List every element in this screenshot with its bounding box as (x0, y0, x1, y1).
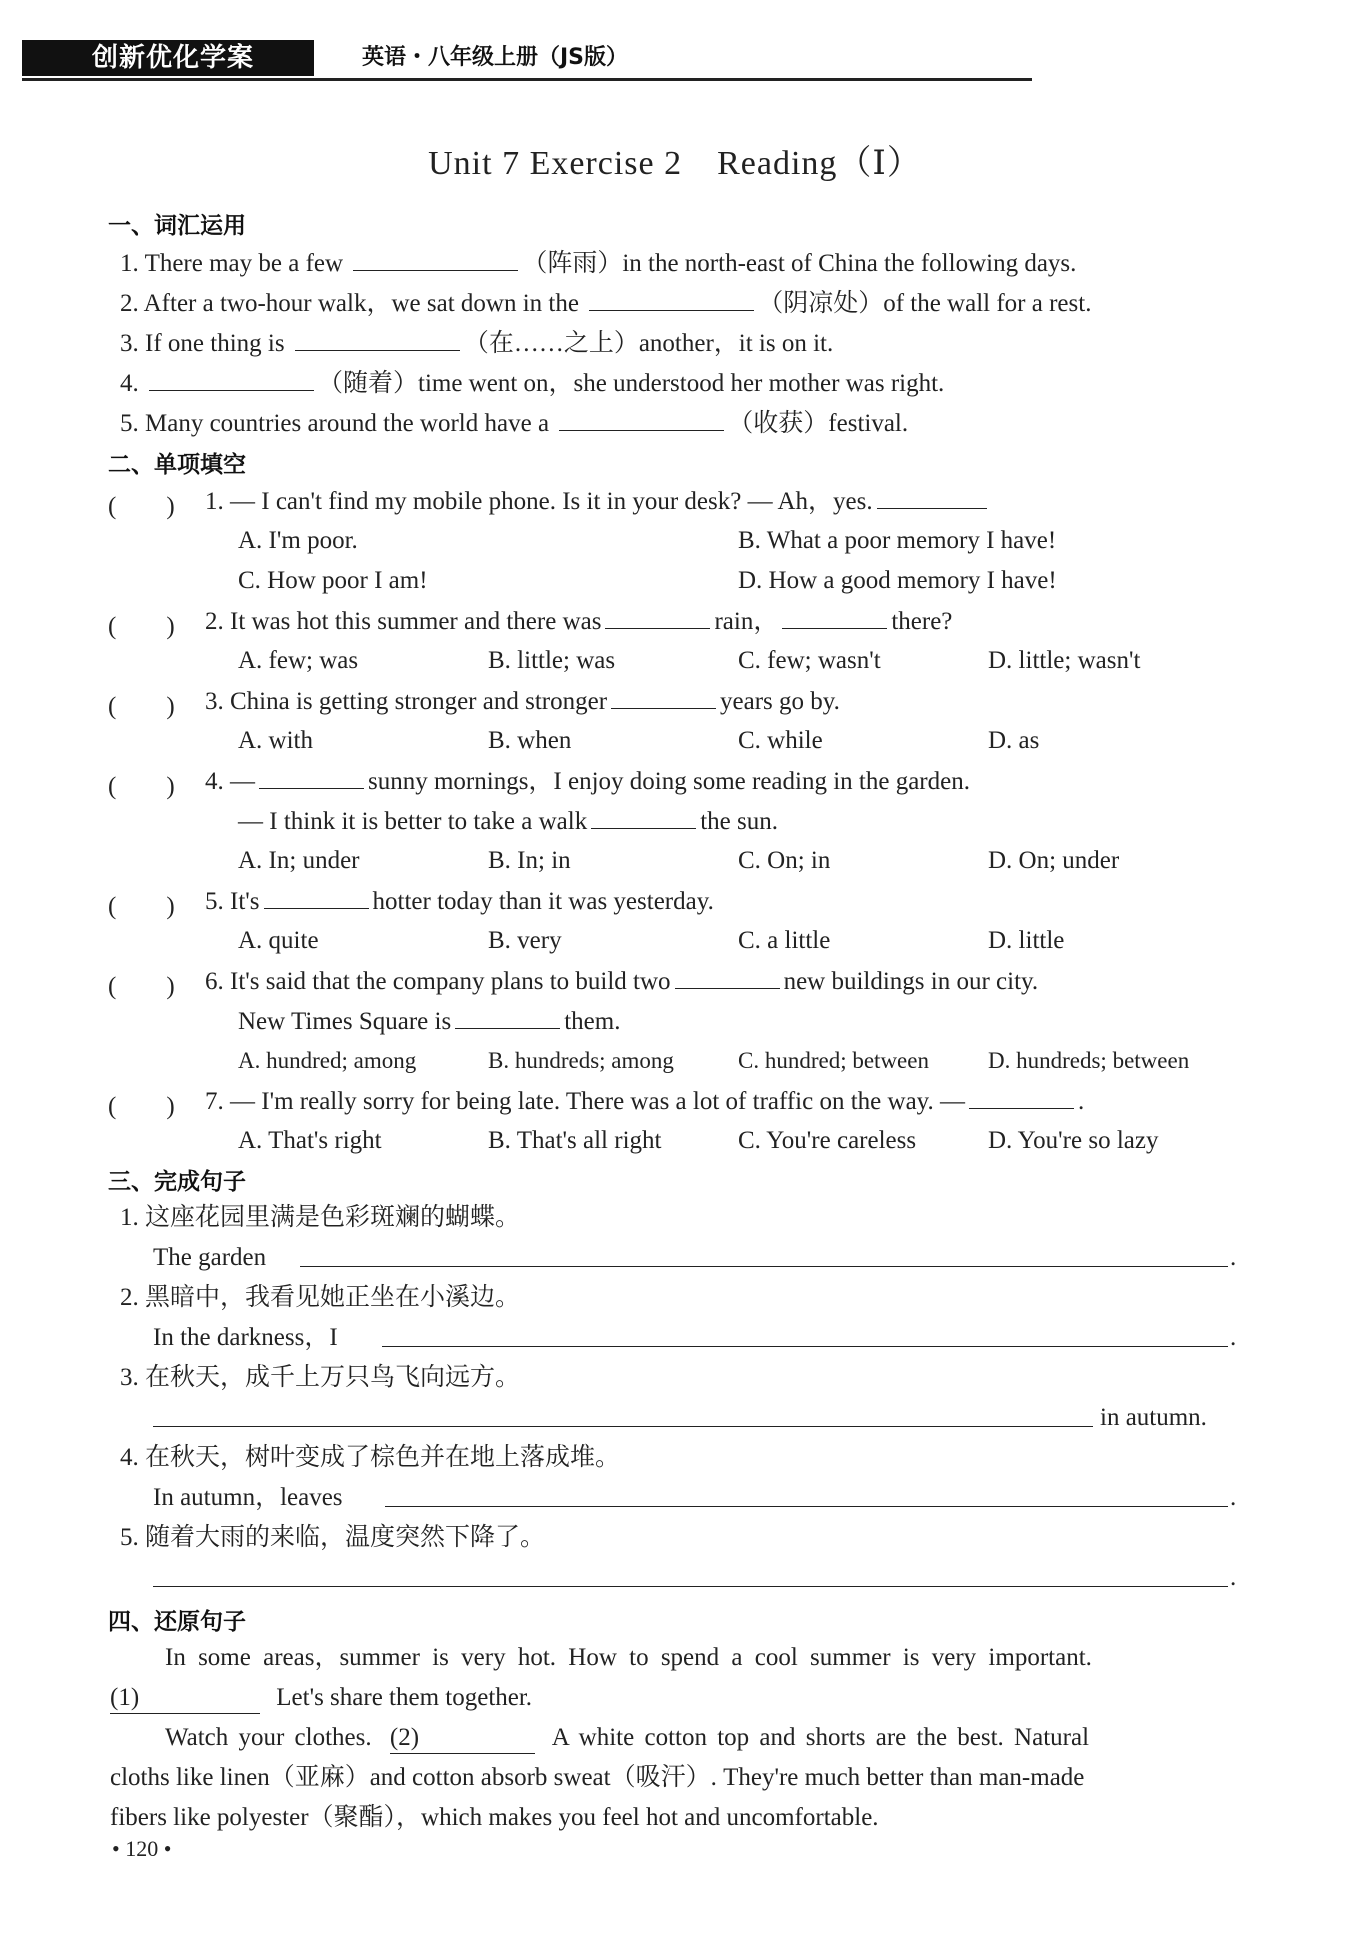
translate-item-3-prompt: 3. 在秋天，成千上万只鸟飞向远方。 (120, 1364, 521, 1391)
line-end: . (1230, 1324, 1237, 1351)
item-text: （阴凉处）of the wall for a rest. (758, 290, 1092, 317)
answer-bracket[interactable]: ( ) (108, 613, 175, 640)
option[interactable]: C. few; wasn't (738, 647, 881, 674)
option[interactable]: A. In; under (238, 847, 360, 874)
answer-bracket[interactable]: ( ) (108, 693, 175, 720)
translate-item-5-prompt: 5. 随着大雨的来临，温度突然下降了。 (120, 1524, 546, 1551)
option[interactable]: C. a little (738, 927, 831, 954)
subject-label: 英语・八年级上册（JS版） (362, 45, 629, 70)
answer-blank[interactable] (455, 1006, 560, 1029)
question-6-stem: 6. It's said that the company plans to build two new buildings in our city. (205, 968, 1039, 995)
answer-blank[interactable] (782, 606, 887, 629)
vocab-item-5 (120, 408, 908, 439)
item-number: 1. (120, 250, 139, 277)
translate-item-4-answer: In autumn，leaves (153, 1484, 343, 1511)
line-end: . (1230, 1564, 1237, 1591)
item-number: 3. (120, 330, 139, 357)
option[interactable]: D. hundreds; between (988, 1048, 1190, 1073)
option[interactable]: C. hundred; between (738, 1048, 929, 1073)
option[interactable]: A. quite (238, 927, 319, 954)
passage-line-4: cloths like linen（亚麻）and cotton absorb sweat（吸汗）. They're much better than man-made (110, 1764, 1085, 1791)
answer-blank[interactable] (295, 328, 460, 351)
option[interactable]: D. little (988, 927, 1065, 954)
answer-bracket[interactable]: ( ) (108, 493, 175, 520)
line-end: . (1230, 1484, 1237, 1511)
option[interactable]: A. I'm poor. (238, 527, 358, 554)
answer-line[interactable] (153, 1586, 1228, 1587)
option[interactable]: B. In; in (488, 847, 571, 874)
translate-item-1-prompt: 1. 这座花园里满是色彩斑斓的蝴蝶。 (120, 1204, 521, 1231)
option[interactable]: B. very (488, 927, 562, 954)
answer-line[interactable] (385, 1506, 1228, 1507)
answer-bracket[interactable]: ( ) (108, 1093, 175, 1120)
item-text: （阵雨）in the north-east of China the following days. (522, 250, 1077, 277)
answer-blank[interactable] (559, 408, 724, 431)
question-1-stem: 1. — I can't find my mobile phone. Is it in your desk? — Ah，yes. (205, 486, 991, 517)
line-end: in autumn. (1100, 1404, 1207, 1431)
option[interactable]: B. little; was (488, 647, 616, 674)
option[interactable]: B. What a poor memory I have! (738, 527, 1057, 554)
translate-item-2-prompt: 2. 黑暗中，我看见她正坐在小溪边。 (120, 1284, 521, 1311)
answer-bracket[interactable]: ( ) (108, 973, 175, 1000)
item-text: （在……之上）another，it is on it. (463, 330, 834, 357)
answer-blank[interactable] (589, 288, 754, 311)
section1-heading: 一、词汇运用 (108, 213, 246, 239)
item-text: Many countries around the world have a (145, 410, 550, 437)
vocab-item-3 (120, 328, 833, 359)
answer-blank[interactable] (353, 248, 518, 271)
vocab-item-2 (120, 288, 1091, 319)
option[interactable]: A. with (238, 727, 313, 754)
question-2-stem: 2. It was hot this summer and there was rain， there? (205, 608, 953, 635)
option[interactable]: D. You're so lazy (988, 1127, 1159, 1154)
question-3-stem: 3. China is getting stronger and stronger years go by. (205, 688, 840, 715)
passage-line-2: (1) Let's share them together. (110, 1683, 532, 1714)
item-text: There may be a few (144, 250, 344, 277)
option[interactable]: B. hundreds; among (488, 1048, 674, 1073)
answer-blank[interactable] (675, 966, 780, 989)
answer-blank[interactable] (149, 368, 314, 391)
answer-blank[interactable] (877, 486, 987, 509)
question-5-stem: 5. It's hotter today than it was yesterday. (205, 888, 714, 915)
passage-line-1: In some areas，summer is very hot. How to spend a cool summer is very important. (165, 1644, 1092, 1671)
option[interactable]: D. How a good memory I have! (738, 567, 1057, 594)
header-rule (22, 78, 1032, 81)
option[interactable]: D. as (988, 727, 1040, 754)
page-number: • 120 • (112, 1836, 172, 1861)
answer-bracket[interactable]: ( ) (108, 893, 175, 920)
answer-blank[interactable] (611, 686, 716, 709)
option[interactable]: A. hundred; among (238, 1048, 417, 1073)
item-number: 5. (120, 410, 139, 437)
option[interactable]: C. How poor I am! (238, 567, 428, 594)
section4-heading: 四、还原句子 (108, 1609, 246, 1635)
option[interactable]: D. On; under (988, 847, 1120, 874)
brand-banner: 创新优化学案 (22, 40, 314, 76)
passage-line-5: fibers like polyester（聚酯），which makes you feel hot and uncomfortable. (110, 1804, 879, 1831)
question-7-stem: 7. — I'm really sorry for being late. There was a lot of traffic on the way. — . (205, 1088, 1085, 1115)
answer-blank[interactable] (264, 886, 369, 909)
option[interactable]: C. while (738, 727, 823, 754)
item-text: After a two-hour walk，we sat down in the (143, 290, 579, 317)
line-end: . (1230, 1244, 1237, 1271)
section2-heading: 二、单项填空 (108, 452, 246, 478)
answer-blank[interactable] (259, 766, 364, 789)
question-4-reply: — I think it is better to take a walk the sun. (238, 808, 778, 835)
translate-item-1-answer: The garden (153, 1244, 267, 1271)
option[interactable]: C. You're careless (738, 1127, 917, 1154)
option[interactable]: B. when (488, 727, 572, 754)
answer-blank[interactable] (969, 1086, 1074, 1109)
option[interactable]: B. That's all right (488, 1127, 662, 1154)
section3-heading: 三、完成句子 (108, 1169, 246, 1195)
item-number: 4. (120, 370, 139, 397)
item-text: （收获）festival. (728, 410, 909, 437)
answer-blank[interactable] (605, 606, 710, 629)
answer-line[interactable] (153, 1426, 1093, 1427)
answer-blank[interactable] (591, 806, 696, 829)
vocab-item-1 (120, 248, 1076, 279)
translate-item-4-prompt: 4. 在秋天，树叶变成了棕色并在地上落成堆。 (120, 1444, 621, 1471)
option[interactable]: C. On; in (738, 847, 831, 874)
answer-bracket[interactable]: ( ) (108, 773, 175, 800)
option[interactable]: A. That's right (238, 1127, 382, 1154)
item-text: If one thing is (145, 330, 285, 357)
answer-line[interactable] (300, 1266, 1228, 1267)
answer-blank-2[interactable]: (2) (390, 1723, 535, 1754)
item-text: （随着）time went on，she understood her mother was right. (318, 370, 945, 397)
question-6-line2: New Times Square is them. (238, 1008, 621, 1035)
vocab-item-4 (120, 368, 944, 399)
answer-blank-1[interactable]: (1) (110, 1683, 260, 1714)
answer-line[interactable] (382, 1346, 1228, 1347)
page-title: Unit 7 Exercise 2 Reading（Ⅰ） (428, 145, 922, 182)
question-4-stem: 4. — sunny mornings，I enjoy doing some reading in the garden. (205, 768, 970, 795)
item-number: 2. (120, 290, 139, 317)
option[interactable]: D. little; wasn't (988, 647, 1141, 674)
option[interactable]: A. few; was (238, 647, 359, 674)
passage-line-3: Watch your clothes. (2) A white cotton top and shorts are the best. Natural (165, 1723, 1089, 1754)
translate-item-2-answer: In the darkness，I (153, 1324, 338, 1351)
